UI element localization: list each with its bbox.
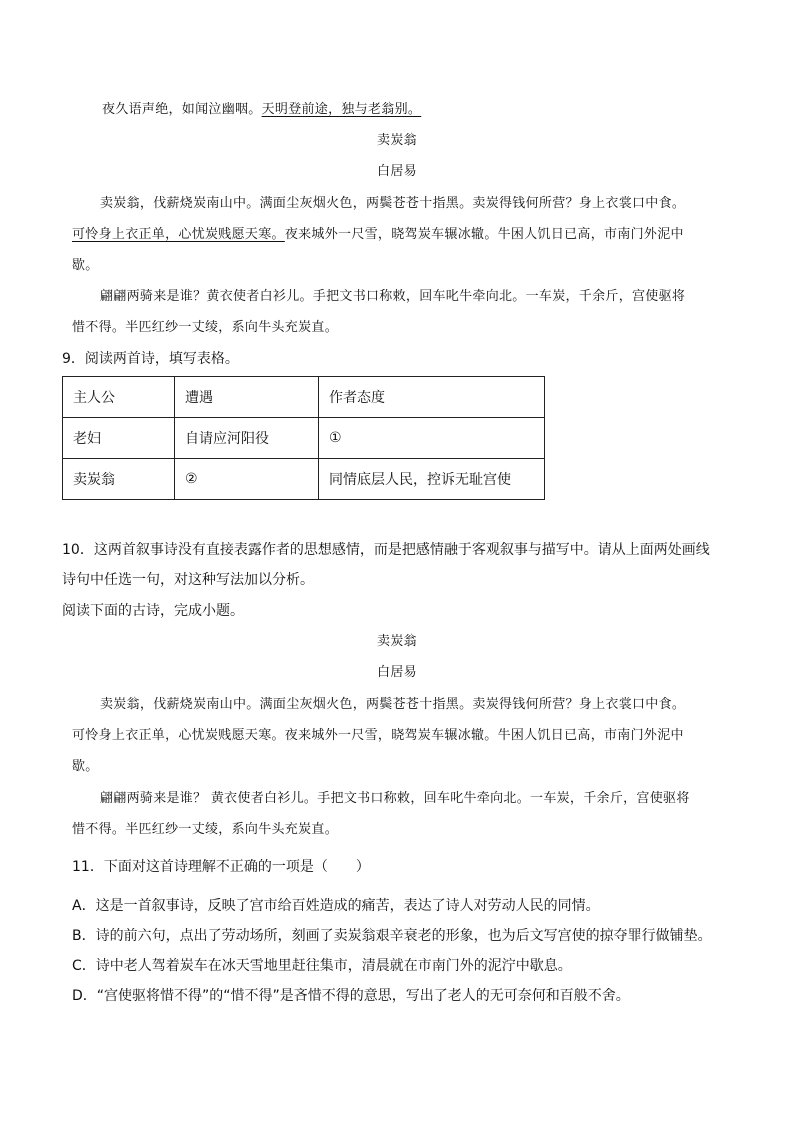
table-cell-blank-2: ② xyxy=(175,459,319,500)
table-row xyxy=(63,418,545,459)
table-cell: 同情底层人民，控诉无耻宫使 xyxy=(319,459,545,500)
table-row xyxy=(63,459,545,500)
poem2-line-2 xyxy=(72,225,684,245)
q11-option-c: C．诗中老人驾着炭车在冰天雪地里赶往集市，清晨就在市南门外的泥泞中歇息。 xyxy=(72,958,572,974)
table-cell-blank-1: ① xyxy=(319,418,545,459)
poem2-underlined-line: 可怜身上衣正单，心忧炭贱愿天寒。 xyxy=(72,227,285,242)
q11-prompt: 11．下面对这首诗理解不正确的一项是（ ） xyxy=(72,859,370,875)
q11-option-d: D．“宫使驱将惜不得”的“惜不得”是吝惜不得的意思，写出了老人的无可奈何和百般不舍。 xyxy=(72,988,630,1004)
table-header-experience: 遭遇 xyxy=(175,377,319,418)
table-header-attitude: 作者态度 xyxy=(319,377,545,418)
poem3-line-5: 惜不得。半匹红纱一丈绫，系向牛头充炭直。 xyxy=(72,822,339,837)
poem1-tail-part1: 夜久语声绝，如闻泣幽咽。 xyxy=(102,102,262,117)
q9-table xyxy=(62,376,545,500)
poem2-line-5: 惜不得。半匹红纱一丈绫，系向牛头充炭直。 xyxy=(72,320,339,335)
q11-option-a: A．这是一首叙事诗，反映了宫市给百姓造成的痛苦，表达了诗人对劳动人民的同情。 xyxy=(72,898,600,914)
poem3-line-2: 可怜身上衣正单，心忧炭贱愿天寒。夜来城外一尺雪，晓驾炭车辗冰辙。牛困人饥日已高，市南门外泥中 xyxy=(72,728,684,743)
poem2-line-3: 歇。 xyxy=(72,258,99,273)
poem3-title: 卖炭翁 xyxy=(377,634,417,649)
poem2-line-1: 卖炭翁，伐薪烧炭南山中。满面尘灰烟火色，两鬓苍苍十指黑。卖炭得钱何所营？身上衣裳口中食。 xyxy=(100,196,686,211)
poem1-tail-line xyxy=(102,100,421,120)
table-header-row xyxy=(63,377,545,418)
poem3-line-3: 歇。 xyxy=(72,759,99,774)
poem3-line-4: 翩翩两骑来是谁？ 黄衣使者白衫儿。手把文书口称敕，回车叱牛牵向北。一车炭，千余斤，宫使驱将 xyxy=(100,791,690,806)
table-cell: 卖炭翁 xyxy=(63,459,175,500)
poem3-line-1: 卖炭翁，伐薪烧炭南山中。满面尘灰烟火色，两鬓苍苍十指黑。卖炭得钱何所营？身上衣裳口中食。 xyxy=(100,697,686,712)
table-header-protagonist: 主人公 xyxy=(63,377,175,418)
poem3-author: 白居易 xyxy=(377,665,417,680)
poem1-underlined-line: 天明登前途，独与老翁别。 xyxy=(261,102,422,117)
q10-line-1: 10．这两首叙事诗没有直接表露作者的思想感情，而是把感情融于客观叙事与描写中。请从上面两处画线 xyxy=(62,542,710,558)
poem2-line-2-rest: 夜来城外一尺雪，晓驾炭车辗冰辙。牛困人饥日已高，市南门外泥中 xyxy=(284,227,684,242)
poem2-line-4: 翩翩两骑来是谁？黄衣使者白衫儿。手把文书口称敕，回车叱牛牵向北。一车炭，千余斤，宫使驱将 xyxy=(100,289,686,304)
table-cell: 自请应河阳役 xyxy=(175,418,319,459)
q10-line-2: 诗句中任选一句，对这种写法加以分析。 xyxy=(62,572,314,588)
poem2-title: 卖炭翁 xyxy=(377,133,417,148)
q11-option-b: B．诗的前六句，点出了劳动场所，刻画了卖炭翁艰辛衰老的形象，也为后文写宫使的掠夺罪行做铺垫。 xyxy=(72,928,712,944)
poem2-author: 白居易 xyxy=(377,164,417,179)
q9-prompt: 9．阅读两首诗，填写表格。 xyxy=(62,351,239,367)
table-cell: 老妇 xyxy=(63,418,175,459)
reading-instruction: 阅读下面的古诗，完成小题。 xyxy=(62,603,244,619)
